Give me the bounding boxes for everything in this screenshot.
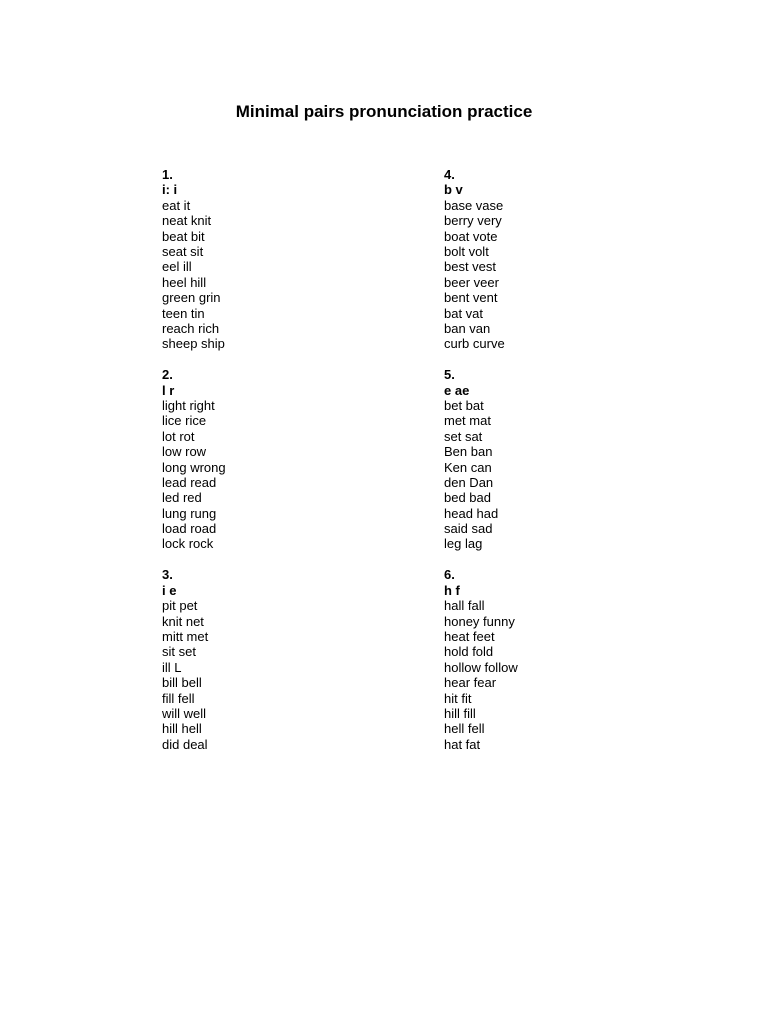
section-4 bbox=[444, 167, 518, 352]
section-heading: e ae bbox=[444, 382, 470, 398]
word-pair: met mat bbox=[444, 413, 491, 429]
section-number: 6. bbox=[444, 567, 455, 583]
section-number: 2. bbox=[162, 367, 173, 383]
word-pair: said sad bbox=[444, 521, 493, 537]
section-3 bbox=[162, 567, 226, 752]
word-pair: berry very bbox=[444, 213, 502, 229]
word-pair: Ben ban bbox=[444, 444, 493, 460]
word-pair: hit fit bbox=[444, 690, 472, 706]
right-column bbox=[444, 167, 518, 768]
word-pair: bat vat bbox=[444, 305, 484, 321]
section-6 bbox=[444, 567, 518, 752]
word-pair: eel ill bbox=[162, 259, 192, 275]
word-pair: reach rich bbox=[162, 320, 220, 336]
word-pair: lock rock bbox=[162, 536, 214, 552]
word-pair: green grin bbox=[162, 290, 221, 306]
word-pair: eat it bbox=[162, 197, 191, 213]
word-pair: boat vote bbox=[444, 228, 498, 244]
word-pair: den Dan bbox=[444, 474, 494, 490]
word-pair: seat sit bbox=[162, 243, 204, 259]
word-pair: load road bbox=[162, 521, 217, 537]
word-pair: hollow follow bbox=[444, 659, 518, 675]
word-pair: hill hell bbox=[162, 721, 202, 737]
word-pair: pit pet bbox=[162, 598, 198, 614]
word-pair: honey funny bbox=[444, 613, 515, 629]
word-pair: lot rot bbox=[162, 428, 195, 444]
word-pair: hear fear bbox=[444, 675, 497, 691]
word-pair: sheep ship bbox=[162, 336, 225, 352]
word-pair: bill bell bbox=[162, 675, 202, 691]
word-pair: bet bat bbox=[444, 397, 484, 413]
section-1 bbox=[162, 167, 226, 352]
word-pair: neat knit bbox=[162, 213, 212, 229]
word-pair: ill L bbox=[162, 659, 182, 675]
word-pair: base vase bbox=[444, 197, 504, 213]
section-number: 3. bbox=[162, 567, 173, 583]
word-pair: beer veer bbox=[444, 274, 499, 290]
word-pair: heat feet bbox=[444, 628, 495, 644]
word-pair: hill fill bbox=[444, 705, 476, 721]
left-column bbox=[162, 167, 226, 768]
word-pair: hell fell bbox=[444, 721, 485, 737]
word-pair: lead read bbox=[162, 474, 217, 490]
word-pair: led red bbox=[162, 490, 202, 506]
word-pair: set sat bbox=[444, 428, 483, 444]
word-pair: sit set bbox=[162, 644, 196, 660]
word-pair: did deal bbox=[162, 736, 208, 752]
word-pair: teen tin bbox=[162, 305, 205, 321]
page-title: Minimal pairs pronunciation practice bbox=[235, 102, 533, 121]
word-pair: lung rung bbox=[162, 505, 217, 521]
word-pair: mitt met bbox=[162, 628, 209, 644]
section-heading: h f bbox=[444, 582, 460, 598]
word-pair: head had bbox=[444, 505, 499, 521]
section-number: 4. bbox=[444, 167, 455, 182]
word-pair: curb curve bbox=[444, 336, 505, 352]
section-5 bbox=[444, 367, 518, 552]
word-pair: Ken can bbox=[444, 459, 492, 475]
word-pair: bolt volt bbox=[444, 243, 489, 259]
word-pair: ban van bbox=[444, 320, 491, 336]
word-pair: will well bbox=[162, 705, 207, 721]
word-pair: lice rice bbox=[162, 413, 207, 429]
word-pair: heel hill bbox=[162, 274, 207, 290]
word-pair: leg lag bbox=[444, 536, 483, 552]
section-heading: i: i bbox=[162, 182, 178, 198]
section-heading: l r bbox=[162, 382, 175, 398]
word-pair: bed bad bbox=[444, 490, 491, 506]
word-pair: hold fold bbox=[444, 644, 494, 660]
section-number: 5. bbox=[444, 367, 455, 383]
section-heading: i e bbox=[162, 582, 177, 598]
word-pair: beat bit bbox=[162, 228, 205, 244]
section-number: 1. bbox=[162, 167, 173, 182]
word-pair: long wrong bbox=[162, 459, 226, 475]
word-pair: hat fat bbox=[444, 736, 481, 752]
word-pair: fill fell bbox=[162, 690, 195, 706]
word-pair: best vest bbox=[444, 259, 497, 275]
word-pair: light right bbox=[162, 397, 215, 413]
word-pair: low row bbox=[162, 444, 207, 460]
word-pair: hall fall bbox=[444, 598, 485, 614]
word-pair: bent vent bbox=[444, 290, 498, 306]
word-pair: knit net bbox=[162, 613, 204, 629]
section-heading: b v bbox=[444, 182, 463, 198]
section-2 bbox=[162, 367, 226, 552]
